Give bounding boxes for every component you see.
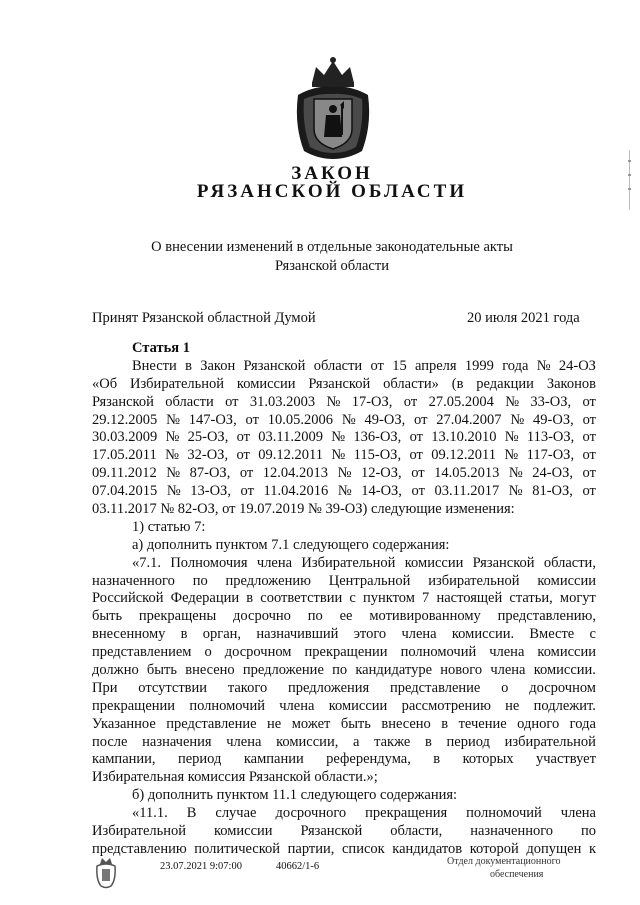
article-line [92,751,596,769]
article-line-text: 1) статью 7: [132,518,206,535]
article-word: 33-ОЗ, [530,393,572,410]
article-word: допущен [526,840,582,857]
adoption-date: 20 июля 2021 года [467,310,580,326]
article-word: партии, [287,840,335,857]
article-word: внесено [381,715,431,732]
article-word: в [246,590,254,607]
article-word: Внести [132,357,177,374]
article-word: в [185,357,192,374]
article-word: по [332,662,348,679]
article-word: области [165,393,214,410]
article-word: члена [226,733,262,750]
article-word: орган, [202,626,242,643]
article-word: с [349,590,356,607]
article-word: досрочном [224,644,292,661]
article-word: члена [401,626,437,643]
article-word: № [337,483,352,500]
article-word: от [582,393,596,410]
article-word: рассмотрению [401,697,491,714]
article-word: должно [92,662,139,679]
article-word: Избирательной [301,554,396,571]
article-word: члена [279,697,315,714]
article-word: 11.04.2016 [263,483,329,500]
article-word: Российской [92,590,164,607]
article-word: быть [92,608,123,625]
article-word: а [352,733,360,750]
article-word: комиссии [537,572,596,589]
article-word: 13-ОЗ, [190,483,231,500]
article-word: от [409,447,423,464]
article-word: 09.12.2011 [258,447,324,464]
article-word: № [166,411,180,428]
article-word: комиссии [213,823,273,840]
article-word: комиссии [537,644,596,661]
article-word: от [245,411,259,428]
article-word: в [180,626,188,643]
article-word: от [411,483,425,500]
article-word: года [569,715,596,732]
article-word: досрочно [233,608,291,625]
article-word: 03.11.2017 [434,483,500,500]
article-word: 136-ОЗ, [353,429,402,446]
article-line [92,519,596,537]
article-word: пунктом [362,590,415,607]
law-title: ЗАКОН [291,163,373,184]
article-word: Избирательной [129,375,225,392]
article-word: комиссии [236,375,296,392]
article-line [92,626,596,644]
article-word: Рязанской [308,375,371,392]
article-word: 32-ОЗ, [187,447,229,464]
article-word: случае [215,805,257,822]
article-word: «7.1. [132,554,161,571]
department-stamp-line2: обеспечения [490,869,544,880]
article-word: 27.05.2004 [428,393,494,410]
article-word: 31.03.2003 [249,393,316,410]
article-line [92,573,596,591]
article-line [92,376,596,394]
article-word: избирательной [428,572,520,589]
article-word: от [239,465,254,482]
article-word: с [589,626,596,643]
article-word: представление [166,715,257,732]
article-word: 27.04.2007 [436,411,502,428]
article-word: 25-ОЗ, [187,429,229,446]
article-word: от [403,393,418,410]
article-word: референдума, [326,751,411,768]
article-word: кандидатов [392,840,463,857]
coat-of-arms-icon [290,55,376,163]
article-word: кампании, [92,751,156,768]
article-word: предложению [225,572,311,589]
article-word: 12.04.2013 [262,465,329,482]
article-word: 10.05.2006 [267,411,334,428]
article-line [92,680,596,698]
article-word: отсутствии [138,679,208,696]
article-word: № [331,447,346,464]
article-line [92,644,596,662]
article-line [92,483,596,501]
article-word: 12-ОЗ, [360,465,402,482]
article-word: 17-ОЗ, [351,393,393,410]
article-word: 87-ОЗ, [189,465,231,482]
article-word: 115-ОЗ, [353,447,402,464]
article-line [92,769,596,787]
article-word: представлением [92,644,192,661]
article-word: внесено [185,662,235,679]
article-word: нового [440,662,483,679]
article-word: № [508,465,523,482]
article-word: члена [560,805,596,822]
article-word: одного [517,715,560,732]
article-word: предложения [288,679,370,696]
article-word: комиссии [328,697,388,714]
article-line [92,447,596,465]
article-word: течение [458,715,507,732]
article-word: прекращены [138,608,217,625]
article-line [92,716,596,734]
article-word: полномочий [400,644,477,661]
article-word: от [411,465,425,482]
article-word: мотивированному [369,608,481,625]
article-heading-text: Статья 1 [132,340,190,356]
article-word: № [504,447,519,464]
article-word: № [166,465,181,482]
article-word: от [409,429,423,446]
article-word: прекращения [365,805,448,822]
article-word: № [536,357,551,374]
article-word: № [504,429,519,446]
article-word: в [441,715,449,732]
article-word: 113-ОЗ, [526,429,575,446]
article-word: Законов [546,375,596,392]
article-word: период [446,733,490,750]
article-word: быть [340,715,371,732]
article-line-text: Избирательная комиссия Рязанской области.»; [92,769,378,786]
article-word: Рязанской [92,393,154,410]
article-word: кампании [243,751,304,768]
article-word: прекращении [92,697,176,714]
article-word: области, [543,554,596,571]
article-word: Указанное [92,715,156,732]
article-line [92,823,596,841]
article-word: от [240,483,254,500]
registration-number: 40662/1-6 [276,861,320,872]
article-word: 29.12.2005 [92,411,158,428]
article-word: полномочий [189,697,265,714]
article-word: от [582,429,596,446]
article-word: члена [490,662,526,679]
law-region-title: РЯЗАНСКОЙ ОБЛАСТИ [196,181,468,202]
article-line-text: 03.11.2017 № 82-ОЗ, от 19.07.2019 № 39-ОЗ) следующие изменения: [92,501,515,518]
article-word: в [433,751,441,768]
article-line [92,394,596,412]
article-word: может [291,715,331,732]
article-word: после [92,733,128,750]
article-word: которых [462,751,514,768]
article-word: полномочий [466,805,542,822]
article-word: № [326,393,341,410]
article-word: от [370,357,384,374]
article-word: 14-ОЗ, [361,483,402,500]
article-line [92,358,596,376]
article-word: ее [339,608,353,625]
article-word: 147-ОЗ, [188,411,237,428]
article-heading [92,340,596,358]
article-word: № [165,447,179,464]
article-word: Рязанской [472,554,535,571]
article-word: кандидатуре [355,662,433,679]
article-word: 1999 [464,357,494,374]
article-word: от [236,447,250,464]
article-word: по [307,608,323,625]
law-subject-line1: О внесении изменений в отдельные законодательные акты [151,239,513,255]
article-line [92,555,596,573]
article-word: Федерации [170,590,240,607]
article-word: Полномочия [170,554,248,571]
article-word: Закон [200,357,236,374]
article-line [92,429,596,447]
article-word: также [374,733,411,750]
article-word: этого [353,626,387,643]
department-stamp-line1: Отдел документационного [447,856,561,867]
article-word: «Об [92,375,118,392]
article-word: от [582,483,596,500]
article-line [92,501,596,519]
article-line [92,698,596,716]
article-word: по [580,823,596,840]
article-word: 7 [422,590,430,607]
article-line [92,465,596,483]
article-line [92,805,596,823]
article-word: При [92,679,118,696]
article-word: члена [256,554,293,571]
article-word: 09.12.2011 [431,447,497,464]
article-word: о [501,679,509,696]
article-word: 49-ОЗ, [533,411,574,428]
article-word: 09.11.2012 [92,465,157,482]
article-word: комиссии, [276,733,339,750]
article-word: 24-ОЗ [558,357,596,374]
article-word: Рязанской [243,357,306,374]
article-word: комиссии. [451,626,515,643]
article-word: года [502,357,529,374]
article-word: досрочном [529,679,596,696]
article-word: в [425,733,432,750]
article-word: 03.11.2009 [258,429,323,446]
article-word: (в [451,375,464,392]
emblem-small-icon [95,856,117,890]
article-word: прекращении [304,644,388,661]
article-word: 30.03.2009 [92,429,158,446]
article-word: комиссии [404,554,464,571]
article-word: № [337,465,352,482]
article-word: от [582,411,596,428]
article-word: Центральной [328,572,411,589]
article-line [92,412,596,430]
article-line-text: а) дополнить пунктом 7.1 следующего содержания: [132,536,450,553]
article-word: члена [489,644,525,661]
article-word: № [331,429,346,446]
article-line [92,787,596,805]
article-word: участвует [536,751,596,768]
article-word: предложение [242,662,324,679]
article-word: к [588,840,596,857]
article-word: могут [559,590,596,607]
article-line [92,537,596,555]
article-word: 81-ОЗ, [532,483,573,500]
article-word: № [166,483,181,500]
article-line [92,590,596,608]
article-word: № [341,411,356,428]
article-word: статьи, [509,590,553,607]
article-word: настоящей [436,590,503,607]
article-word: политической [194,840,281,857]
article-word: от [414,411,428,428]
article-word: № [508,483,523,500]
article-word: по [192,572,208,589]
article-word: Вместе [529,626,575,643]
article-word: назначенного [92,572,175,589]
article-word: № [510,411,525,428]
article-word: представление [390,679,481,696]
article-word: 14.05.2013 [434,465,500,482]
article-word: 13.10.2010 [431,429,497,446]
article-word: о [204,644,212,661]
article-word: от [582,465,596,482]
law-subject-line2: Рязанской области [275,258,389,274]
article-line-text: б) дополнить пунктом 11.1 следующего содержания: [132,787,458,804]
article-line [92,662,596,680]
article-word: назначивший [256,626,339,643]
article-word: № [505,393,520,410]
article-lines [92,358,596,859]
article-word: представлению [92,840,187,857]
article-word: 49-ОЗ, [364,411,406,428]
article-word: избирательной [504,733,596,750]
article-word: области, [390,823,443,840]
article-word: области» [383,375,439,392]
article-word: области [313,357,363,374]
article-word: Избирательной [92,823,187,840]
article-word: 07.04.2015 [92,483,158,500]
article-word: от [582,447,596,464]
article-word: В [186,805,197,822]
margin-scan-mark [628,150,632,210]
article-word: редакции [476,375,534,392]
article-word: соответствии [260,590,343,607]
article-word: такого [227,679,268,696]
article-word: Рязанской [300,823,363,840]
article-word: внесенному [92,626,166,643]
article-word: досрочного [275,805,347,822]
article-word: апреля [414,357,457,374]
article-line [92,608,596,626]
article-word: 24-ОЗ, [532,465,573,482]
article-word: от [236,429,250,446]
registration-timestamp: 23.07.2021 9:07:00 [160,861,242,872]
article-word: быть [146,662,177,679]
article-word: 15 [392,357,407,374]
article-line [92,734,596,752]
article-word: которой [469,840,519,857]
article-word: подлежит. [533,697,596,714]
article-word: не [267,715,282,732]
article-word: период [177,751,222,768]
article-word: не [505,697,520,714]
article-word: назначения [142,733,212,750]
adoption-label: Принят Рязанской областной Думой [92,310,316,326]
article-word: 117-ОЗ, [526,447,575,464]
article-word: комиссии. [533,662,596,679]
article-word: представлению, [497,608,596,625]
article-word: «11.1. [132,805,168,822]
article-body [92,340,596,859]
article-word: список [342,840,385,857]
article-word: 17.05.2011 [92,447,157,464]
article-word: от [225,393,239,410]
article-word: назначенного [470,823,554,840]
article-word: № [165,429,180,446]
